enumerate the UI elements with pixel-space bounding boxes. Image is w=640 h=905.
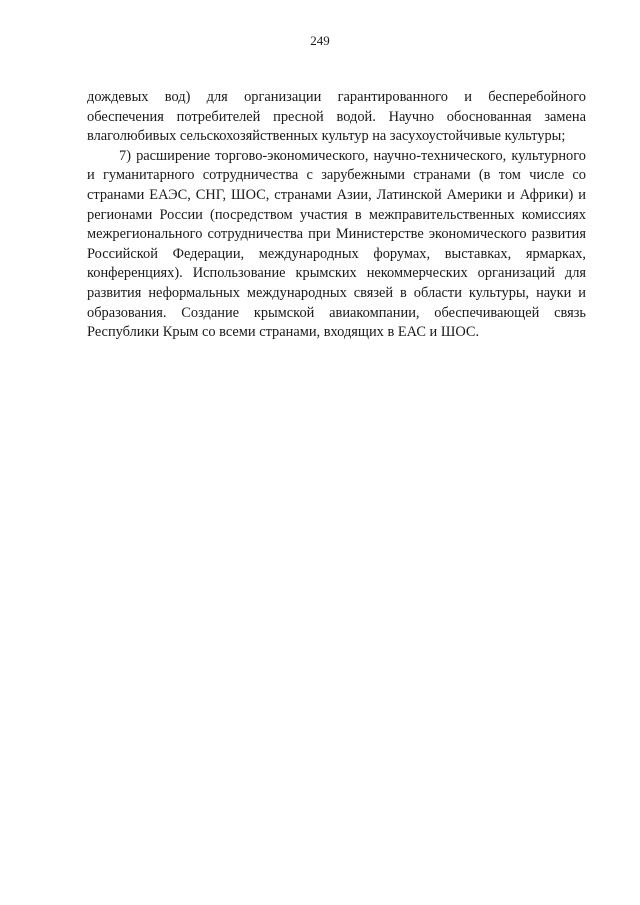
- paragraph-item-7: 7) расширение торгово-экономического, научно-технического, культурного и гуманитарного сотрудничества с зарубежными странами (в том числе со странами ЕАЭС, СНГ, ШОС, странами Азии, Латинской Америки и Африки) и регионами России (посредством участия в межправительственных комиссиях межрегионального сотрудничества при Министерстве экономического развития Российской Федерации, международных форумах, выставках, ярмарках, конференциях). Использование крымских некоммерческих организаций для развития неформальных международных связей в области культуры, науки и образования. Создание крымской авиакомпании, обеспечивающей связь Республики Крым со всеми странами, входящих в ЕАС и ШОС.: [87, 147, 586, 341]
- page-number: 249: [310, 33, 330, 48]
- document-body: [87, 88, 586, 343]
- paragraph-continuation: дождевых вод) для организации гарантированного и бесперебойного обеспечения потребителей пресной водой. Научно обоснованная замена влаголюбивых сельскохозяйственных культур на засухоустойчивые культуры;: [87, 89, 586, 145]
